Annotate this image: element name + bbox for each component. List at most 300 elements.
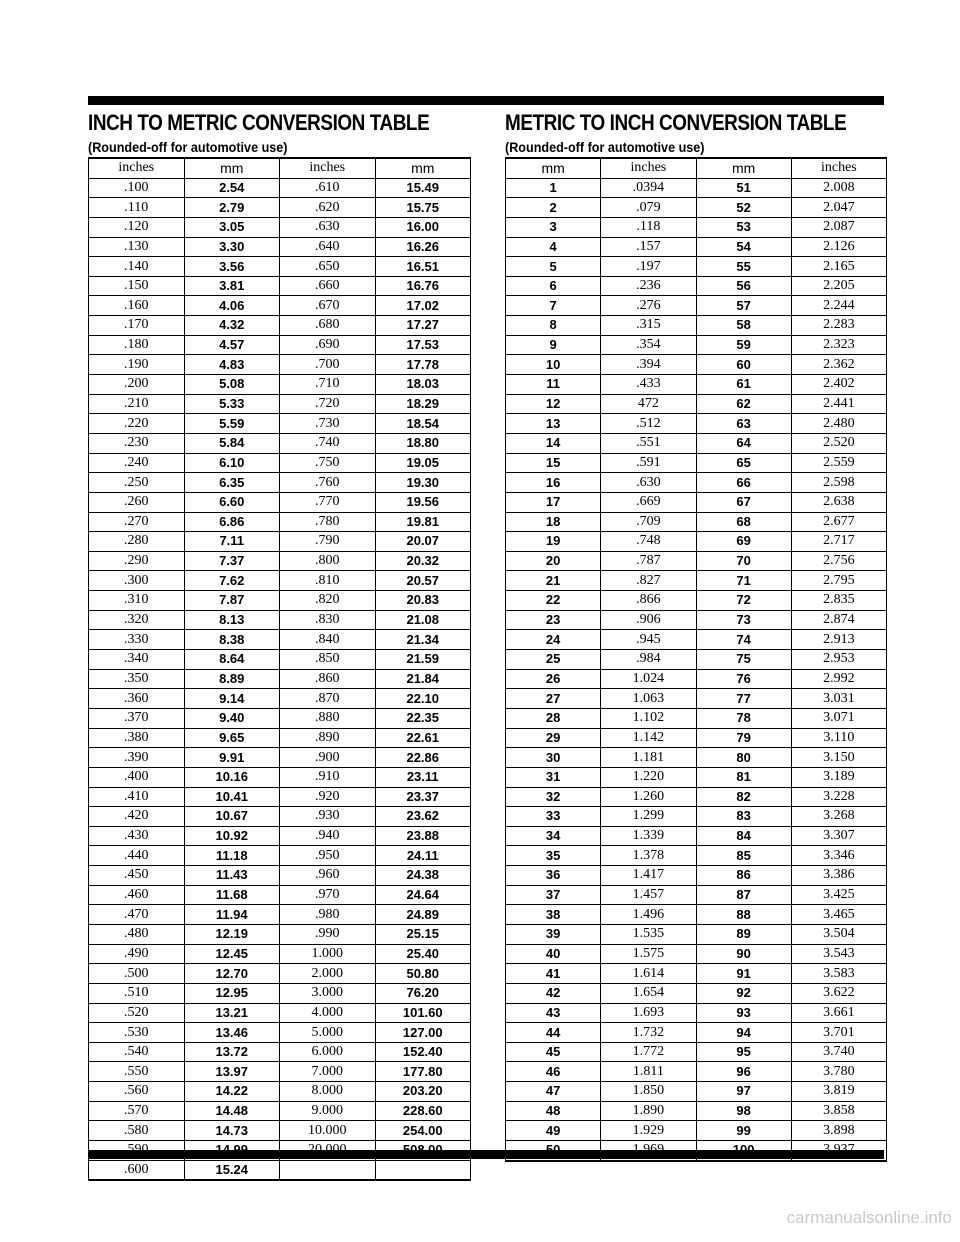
- table-cell: 2.323: [791, 335, 886, 355]
- table-cell: .140: [89, 257, 185, 277]
- table-cell: .280: [89, 532, 185, 552]
- table-cell: 3.898: [791, 1121, 886, 1141]
- table-cell: 72: [696, 591, 791, 611]
- table-cell: 18.03: [375, 375, 471, 395]
- table-row: [506, 924, 887, 944]
- inch-to-metric-panel: [88, 110, 471, 1181]
- table-cell: 3.465: [791, 905, 886, 925]
- table-cell: 4.000: [280, 1003, 376, 1023]
- table-cell: .551: [601, 433, 696, 453]
- table-cell: 22: [506, 591, 601, 611]
- table-cell: .390: [89, 748, 185, 768]
- table-cell: 94: [696, 1023, 791, 1043]
- table-cell: 3.780: [791, 1062, 886, 1082]
- table-cell: 4.06: [184, 296, 280, 316]
- table-cell: 15.49: [375, 178, 471, 198]
- table-cell: .315: [601, 316, 696, 336]
- table-cell: 56: [696, 276, 791, 296]
- table-cell: 5.33: [184, 394, 280, 414]
- table-cell: 5.000: [280, 1023, 376, 1043]
- table-row: [89, 924, 471, 944]
- table-row: [89, 767, 471, 787]
- table-cell: 8: [506, 316, 601, 336]
- table-row: [89, 1023, 471, 1043]
- table-cell: 22.86: [375, 748, 471, 768]
- table-row: [506, 296, 887, 316]
- table-row: [506, 198, 887, 218]
- table-cell: .200: [89, 375, 185, 395]
- table-cell: 76: [696, 669, 791, 689]
- table-cell: 26: [506, 669, 601, 689]
- table-cell: 14.22: [184, 1082, 280, 1102]
- table-cell: 43: [506, 1003, 601, 1023]
- table-cell: 2.677: [791, 512, 886, 532]
- table-cell: .840: [280, 630, 376, 650]
- table-cell: 15.24: [184, 1160, 280, 1180]
- table-cell: 2.047: [791, 198, 886, 218]
- table-cell: 13.72: [184, 1042, 280, 1062]
- table-cell: .930: [280, 807, 376, 827]
- table-cell: 2: [506, 198, 601, 218]
- table-cell: 5.59: [184, 414, 280, 434]
- table-row: [506, 591, 887, 611]
- table-cell: 9: [506, 335, 601, 355]
- table-row: [506, 1003, 887, 1023]
- table-cell: 228.60: [375, 1101, 471, 1121]
- table-cell: 23: [506, 610, 601, 630]
- table-cell: 84: [696, 826, 791, 846]
- table-cell: .520: [89, 1003, 185, 1023]
- table-cell: 1.024: [601, 669, 696, 689]
- table-row: [89, 532, 471, 552]
- table-cell: .190: [89, 355, 185, 375]
- table-row: [506, 1062, 887, 1082]
- table-cell: 24.64: [375, 885, 471, 905]
- table-cell: 34: [506, 826, 601, 846]
- table-row: [506, 807, 887, 827]
- table-cell: .490: [89, 944, 185, 964]
- table-cell: 12: [506, 394, 601, 414]
- table-cell: 18.80: [375, 433, 471, 453]
- table-row: [89, 846, 471, 866]
- table-cell: 2.992: [791, 669, 886, 689]
- table-cell: 3.858: [791, 1101, 886, 1121]
- table-cell: .510: [89, 983, 185, 1003]
- table-cell: 10: [506, 355, 601, 375]
- table-cell: 17.27: [375, 316, 471, 336]
- table-cell: 1.614: [601, 964, 696, 984]
- column-header: mm: [696, 158, 791, 178]
- table-cell: 127.00: [375, 1023, 471, 1043]
- table-cell: 19.56: [375, 492, 471, 512]
- table-cell: 8.000: [280, 1082, 376, 1102]
- table-cell: .440: [89, 846, 185, 866]
- table-row: [506, 846, 887, 866]
- table-cell: 59: [696, 335, 791, 355]
- table-cell: 4.57: [184, 335, 280, 355]
- table-header-row: [506, 158, 887, 178]
- table-cell: 65: [696, 453, 791, 473]
- table-cell: 1.220: [601, 767, 696, 787]
- table-cell: .709: [601, 512, 696, 532]
- table-cell: 14.73: [184, 1121, 280, 1141]
- table-cell: 19: [506, 532, 601, 552]
- table-row: [89, 610, 471, 630]
- table-cell: 21.84: [375, 669, 471, 689]
- table-cell: .730: [280, 414, 376, 434]
- column-header: mm: [506, 158, 601, 178]
- table-row: [506, 1121, 887, 1141]
- table-cell: .470: [89, 905, 185, 925]
- table-cell: .748: [601, 532, 696, 552]
- table-cell: 4.83: [184, 355, 280, 375]
- table-cell: 25.40: [375, 944, 471, 964]
- table-cell: 45: [506, 1042, 601, 1062]
- table-cell: 20.07: [375, 532, 471, 552]
- table-cell: 9.40: [184, 708, 280, 728]
- table-row: [506, 551, 887, 571]
- table-row: [89, 630, 471, 650]
- table-cell: 16: [506, 473, 601, 493]
- table-cell: .910: [280, 767, 376, 787]
- table-row: [506, 708, 887, 728]
- table-cell: 23.11: [375, 767, 471, 787]
- table-cell: 13.46: [184, 1023, 280, 1043]
- table-cell: 4.32: [184, 316, 280, 336]
- table-cell: .180: [89, 335, 185, 355]
- table-cell: .500: [89, 964, 185, 984]
- table-cell: 2.000: [280, 964, 376, 984]
- table-cell: .430: [89, 826, 185, 846]
- table-row: [89, 689, 471, 709]
- table-cell: 2.79: [184, 198, 280, 218]
- table-row: [89, 728, 471, 748]
- table-row: [89, 1082, 471, 1102]
- table-row: [89, 512, 471, 532]
- metric-to-inch-table: [505, 157, 887, 1162]
- table-row: [506, 748, 887, 768]
- table-cell: .850: [280, 650, 376, 670]
- table-cell: .170: [89, 316, 185, 336]
- table-cell: 75: [696, 650, 791, 670]
- table-cell: .120: [89, 217, 185, 237]
- table-cell: .560: [89, 1082, 185, 1102]
- table-cell: 1.772: [601, 1042, 696, 1062]
- table-cell: 20.57: [375, 571, 471, 591]
- table-cell: .870: [280, 689, 376, 709]
- table-cell: .630: [601, 473, 696, 493]
- table-cell: 3: [506, 217, 601, 237]
- table-cell: .220: [89, 414, 185, 434]
- table-cell: 3.819: [791, 1082, 886, 1102]
- table-cell: 11.68: [184, 885, 280, 905]
- table-cell: .370: [89, 708, 185, 728]
- table-row: [89, 1101, 471, 1121]
- table-cell: 3.307: [791, 826, 886, 846]
- metric-to-inch-rows: [506, 178, 887, 1161]
- table-row: [506, 571, 887, 591]
- table-cell: 2.559: [791, 453, 886, 473]
- table-cell: .750: [280, 453, 376, 473]
- table-row: [89, 1121, 471, 1141]
- table-row: [89, 316, 471, 336]
- table-row: [506, 630, 887, 650]
- top-rule: [88, 96, 884, 105]
- table-cell: 3.56: [184, 257, 280, 277]
- table-cell: 37: [506, 885, 601, 905]
- table-cell: 7: [506, 296, 601, 316]
- table-cell: 3.000: [280, 983, 376, 1003]
- table-cell: .820: [280, 591, 376, 611]
- table-cell: 2.087: [791, 217, 886, 237]
- table-cell: 90: [696, 944, 791, 964]
- table-row: [89, 375, 471, 395]
- table-cell: .860: [280, 669, 376, 689]
- table-cell: 51: [696, 178, 791, 198]
- table-row: [506, 453, 887, 473]
- table-cell: 6.000: [280, 1042, 376, 1062]
- table-row: [506, 728, 887, 748]
- table-cell: 18.29: [375, 394, 471, 414]
- table-row: [89, 1042, 471, 1062]
- column-header: mm: [184, 158, 280, 178]
- table-cell: 3.031: [791, 689, 886, 709]
- table-cell: [280, 1160, 376, 1180]
- table-cell: 20.32: [375, 551, 471, 571]
- table-row: [89, 983, 471, 1003]
- table-row: [506, 905, 887, 925]
- table-cell: 11.43: [184, 866, 280, 886]
- table-cell: .310: [89, 591, 185, 611]
- table-cell: 1.850: [601, 1082, 696, 1102]
- table-cell: .530: [89, 1023, 185, 1043]
- column-header: inches: [601, 158, 696, 178]
- table-row: [89, 551, 471, 571]
- table-cell: .580: [89, 1121, 185, 1141]
- table-cell: 24.89: [375, 905, 471, 925]
- table-cell: 88: [696, 905, 791, 925]
- table-cell: .250: [89, 473, 185, 493]
- table-cell: 21.34: [375, 630, 471, 650]
- table-cell: .157: [601, 237, 696, 257]
- table-cell: 22.35: [375, 708, 471, 728]
- table-cell: 9.000: [280, 1101, 376, 1121]
- table-cell: 97: [696, 1082, 791, 1102]
- table-cell: 1.732: [601, 1023, 696, 1043]
- table-row: [506, 1023, 887, 1043]
- table-cell: .827: [601, 571, 696, 591]
- table-cell: 2.717: [791, 532, 886, 552]
- table-cell: .880: [280, 708, 376, 728]
- table-cell: 3.622: [791, 983, 886, 1003]
- table-row: [506, 532, 887, 552]
- table-cell: .984: [601, 650, 696, 670]
- table-cell: 12.95: [184, 983, 280, 1003]
- table-cell: 21.59: [375, 650, 471, 670]
- table-cell: 23.37: [375, 787, 471, 807]
- table-cell: 177.80: [375, 1062, 471, 1082]
- table-cell: 29: [506, 728, 601, 748]
- table-row: [89, 650, 471, 670]
- table-row: [89, 591, 471, 611]
- table-cell: 1.693: [601, 1003, 696, 1023]
- table-cell: 20: [506, 551, 601, 571]
- table-cell: 22.10: [375, 689, 471, 709]
- table-row: [506, 983, 887, 1003]
- table-cell: 3.150: [791, 748, 886, 768]
- table-cell: 3.661: [791, 1003, 886, 1023]
- table-cell: 87: [696, 885, 791, 905]
- table-row: [506, 433, 887, 453]
- table-cell: .550: [89, 1062, 185, 1082]
- table-cell: .670: [280, 296, 376, 316]
- table-cell: 7.87: [184, 591, 280, 611]
- table-cell: 3.701: [791, 1023, 886, 1043]
- table-cell: .450: [89, 866, 185, 886]
- column-header: inches: [791, 158, 886, 178]
- table-cell: 2.874: [791, 610, 886, 630]
- metric-to-inch-panel: [505, 110, 887, 1162]
- table-cell: 60: [696, 355, 791, 375]
- table-row: [506, 787, 887, 807]
- table-cell: 10.67: [184, 807, 280, 827]
- table-cell: 2.244: [791, 296, 886, 316]
- table-cell: .770: [280, 492, 376, 512]
- table-cell: .780: [280, 512, 376, 532]
- table-cell: 152.40: [375, 1042, 471, 1062]
- inch-to-metric-subtitle: (Rounded-off for automotive use): [88, 139, 288, 155]
- table-cell: 41: [506, 964, 601, 984]
- table-cell: 1.102: [601, 708, 696, 728]
- table-cell: 17.02: [375, 296, 471, 316]
- table-row: [506, 689, 887, 709]
- table-cell: 2.008: [791, 178, 886, 198]
- table-cell: .900: [280, 748, 376, 768]
- table-cell: 3.386: [791, 866, 886, 886]
- table-cell: 78: [696, 708, 791, 728]
- table-cell: .669: [601, 492, 696, 512]
- table-row: [506, 473, 887, 493]
- table-cell: 1.417: [601, 866, 696, 886]
- table-row: [89, 885, 471, 905]
- table-row: [89, 414, 471, 434]
- table-row: [89, 237, 471, 257]
- table-cell: .690: [280, 335, 376, 355]
- table-cell: 10.41: [184, 787, 280, 807]
- metric-to-inch-subtitle: (Rounded-off for automotive use): [505, 139, 705, 155]
- table-cell: .810: [280, 571, 376, 591]
- table-cell: .110: [89, 198, 185, 218]
- table-row: [506, 335, 887, 355]
- table-cell: .0394: [601, 178, 696, 198]
- table-cell: 101.60: [375, 1003, 471, 1023]
- table-cell: .240: [89, 453, 185, 473]
- table-row: [506, 650, 887, 670]
- table-cell: 2.362: [791, 355, 886, 375]
- table-cell: 46: [506, 1062, 601, 1082]
- table-cell: 67: [696, 492, 791, 512]
- table-row: [89, 178, 471, 198]
- table-cell: 1: [506, 178, 601, 198]
- table-cell: 1.142: [601, 728, 696, 748]
- table-cell: .740: [280, 433, 376, 453]
- table-cell: 1.299: [601, 807, 696, 827]
- table-cell: 1.063: [601, 689, 696, 709]
- table-row: [89, 964, 471, 984]
- table-row: [89, 217, 471, 237]
- table-row: [89, 355, 471, 375]
- table-cell: .591: [601, 453, 696, 473]
- table-cell: 2.638: [791, 492, 886, 512]
- table-cell: 92: [696, 983, 791, 1003]
- table-cell: 17.78: [375, 355, 471, 375]
- table-row: [506, 944, 887, 964]
- table-cell: 80: [696, 748, 791, 768]
- table-cell: .980: [280, 905, 376, 925]
- table-cell: 95: [696, 1042, 791, 1062]
- table-cell: 99: [696, 1121, 791, 1141]
- table-cell: 25.15: [375, 924, 471, 944]
- table-cell: 1.535: [601, 924, 696, 944]
- table-cell: 8.64: [184, 650, 280, 670]
- table-cell: 68: [696, 512, 791, 532]
- table-row: [89, 571, 471, 591]
- table-cell: .410: [89, 787, 185, 807]
- table-cell: .866: [601, 591, 696, 611]
- table-cell: .354: [601, 335, 696, 355]
- table-cell: 82: [696, 787, 791, 807]
- table-cell: .800: [280, 551, 376, 571]
- table-cell: .480: [89, 924, 185, 944]
- table-cell: 9.14: [184, 689, 280, 709]
- table-row: [89, 807, 471, 827]
- table-cell: 17.53: [375, 335, 471, 355]
- table-cell: 83: [696, 807, 791, 827]
- table-cell: 11.94: [184, 905, 280, 925]
- table-row: [506, 237, 887, 257]
- table-cell: [375, 1160, 471, 1180]
- table-cell: 11: [506, 375, 601, 395]
- table-cell: 70: [696, 551, 791, 571]
- table-cell: .160: [89, 296, 185, 316]
- table-cell: .236: [601, 276, 696, 296]
- table-cell: .950: [280, 846, 376, 866]
- table-cell: .197: [601, 257, 696, 277]
- table-row: [89, 787, 471, 807]
- table-cell: .320: [89, 610, 185, 630]
- table-cell: 86: [696, 866, 791, 886]
- table-cell: 21: [506, 571, 601, 591]
- table-cell: 6: [506, 276, 601, 296]
- table-cell: 48: [506, 1101, 601, 1121]
- table-cell: .340: [89, 650, 185, 670]
- table-cell: 16.76: [375, 276, 471, 296]
- table-cell: 5.84: [184, 433, 280, 453]
- table-cell: 91: [696, 964, 791, 984]
- table-cell: 2.205: [791, 276, 886, 296]
- table-cell: 49: [506, 1121, 601, 1141]
- table-cell: 24.38: [375, 866, 471, 886]
- table-cell: 3.81: [184, 276, 280, 296]
- table-cell: 52: [696, 198, 791, 218]
- table-cell: .640: [280, 237, 376, 257]
- table-cell: .079: [601, 198, 696, 218]
- table-cell: 69: [696, 532, 791, 552]
- table-cell: 4: [506, 237, 601, 257]
- table-row: [89, 866, 471, 886]
- table-cell: 11.18: [184, 846, 280, 866]
- table-cell: .512: [601, 414, 696, 434]
